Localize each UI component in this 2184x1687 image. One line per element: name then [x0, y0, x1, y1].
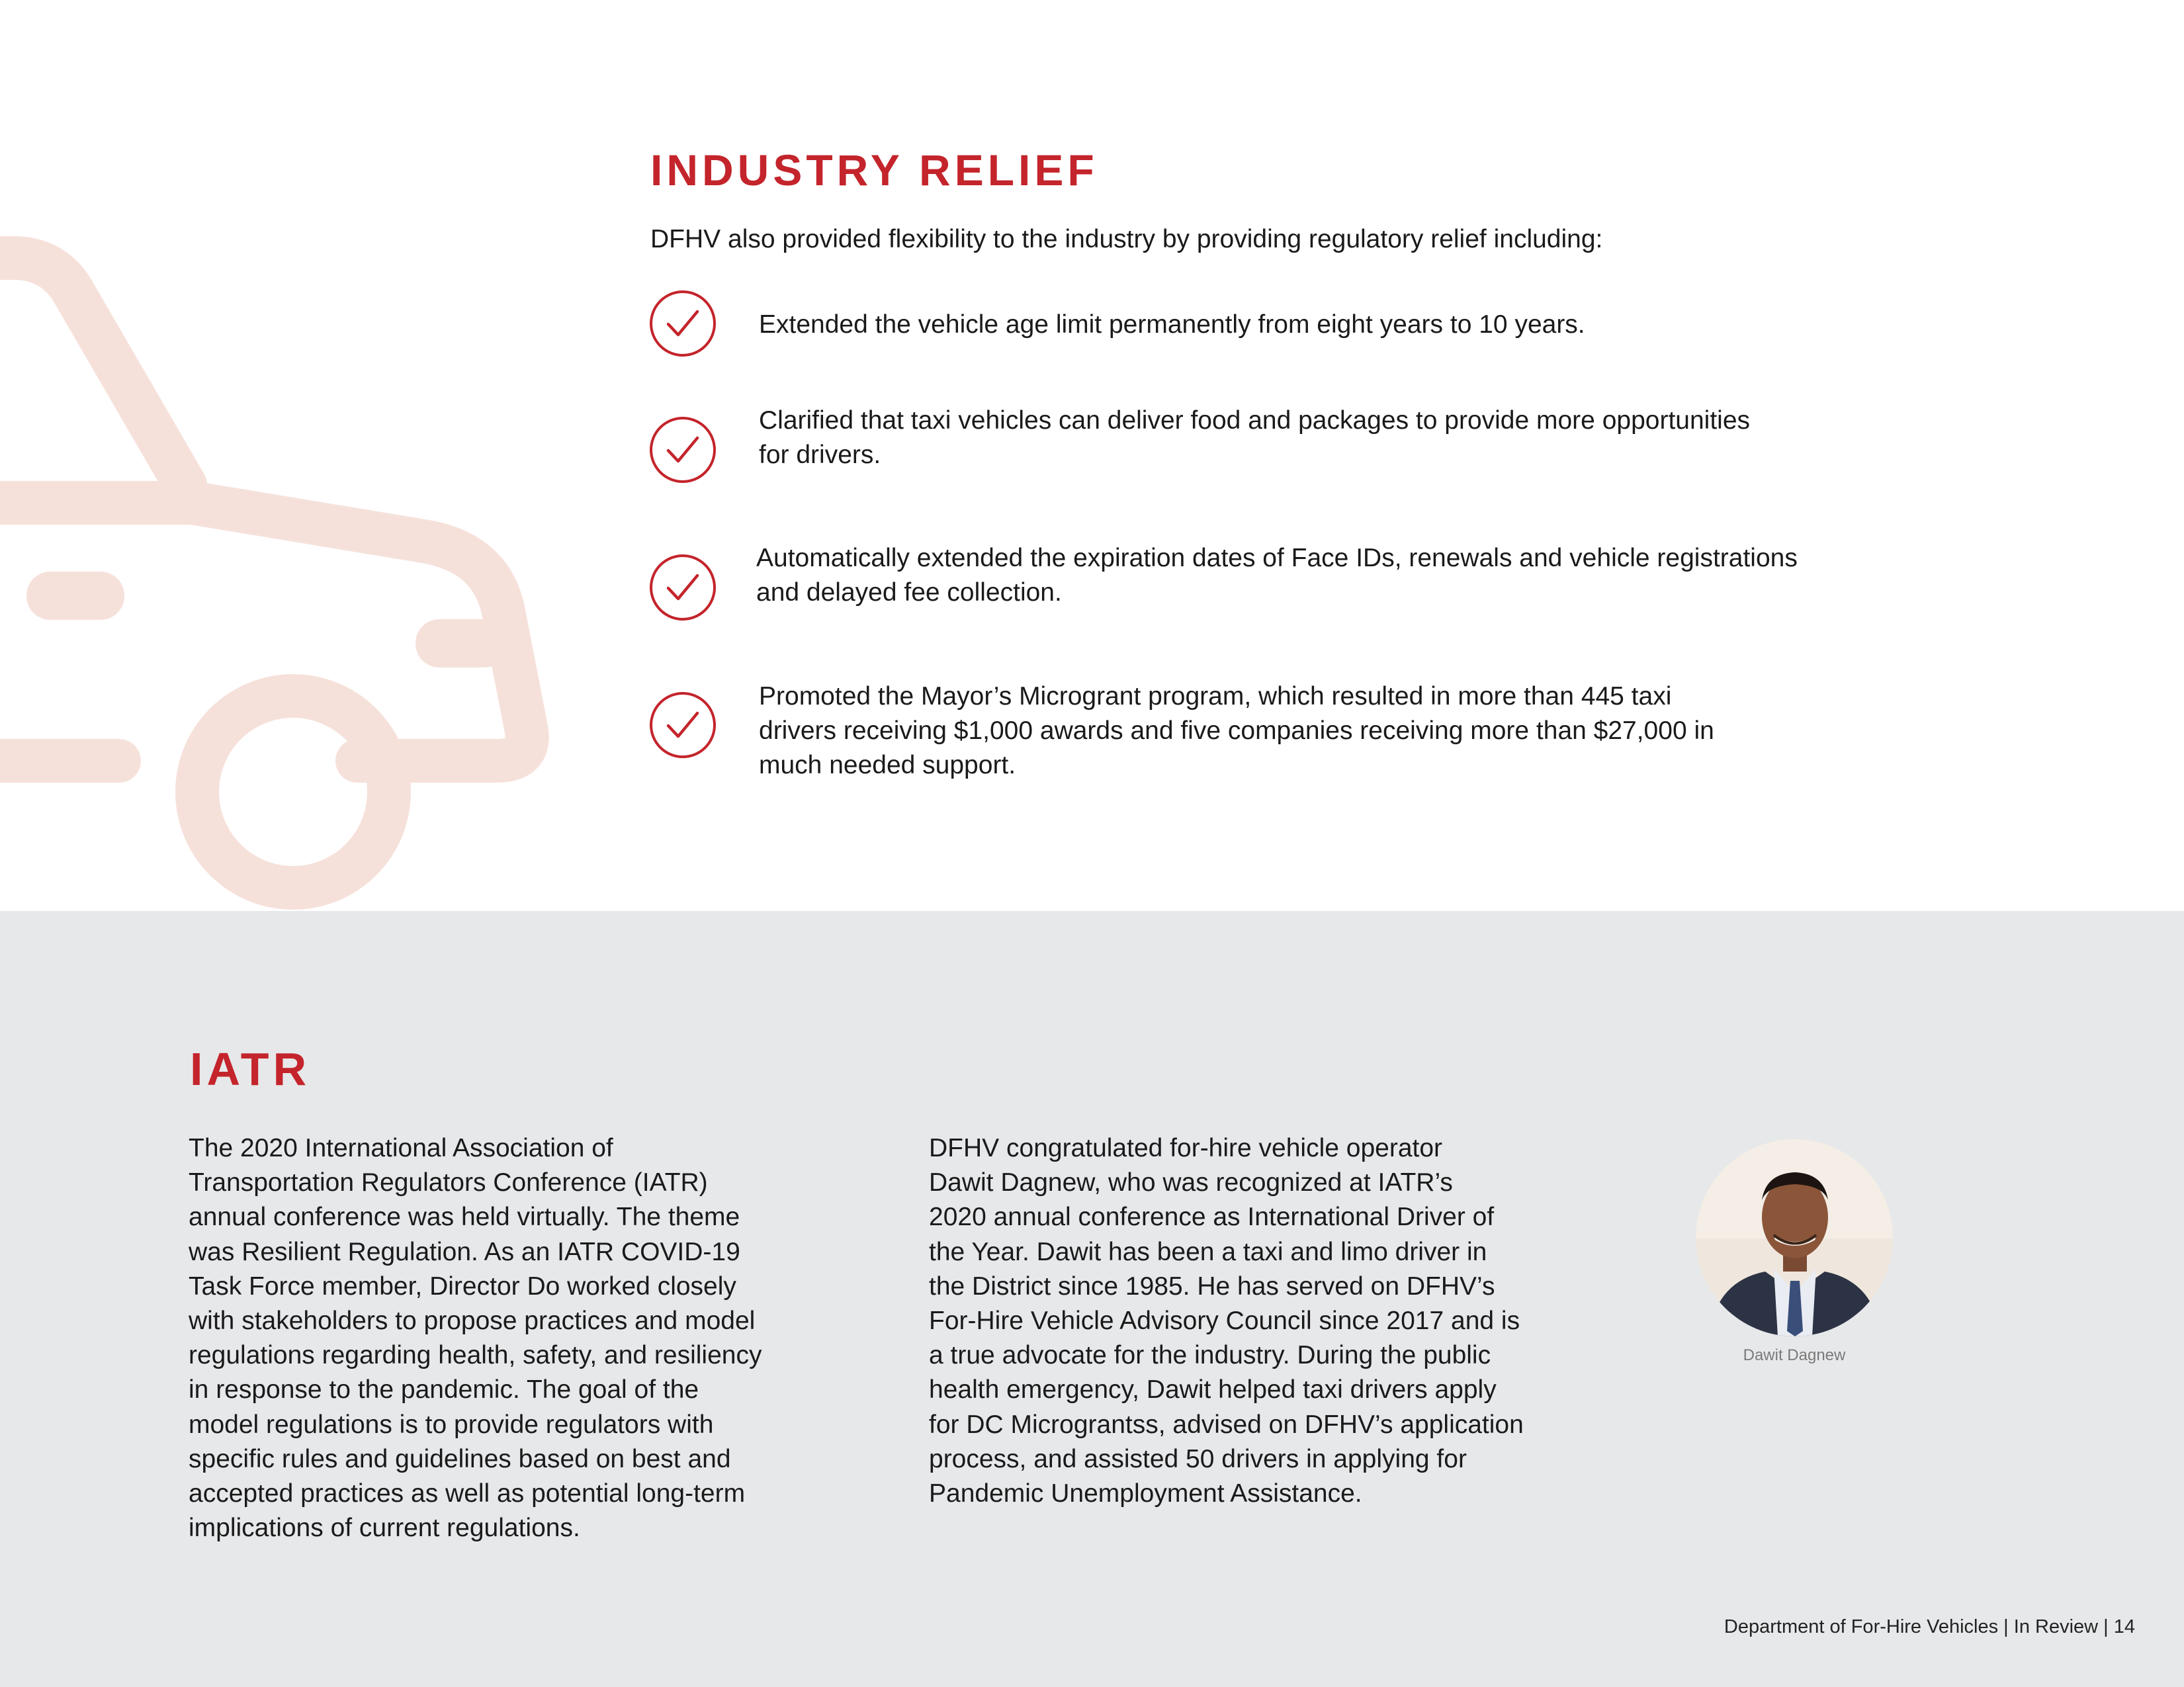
- industry-relief-heading: INDUSTRY RELIEF: [650, 146, 1098, 195]
- relief-item: [648, 406, 1972, 521]
- iatr-right-paragraph: DFHV congratulated for-hire vehicle operator Dawit Dagnew, who was recognized at IATR’s 2020 annual conference as International Driver of the Year. Dawit has been a taxi and limo driver in the District since 1985. He has served on DFHV’s For-Hire Vehicle Advisory Council since 2017 and is a true advocate for the industry. During the public health emergency, Dawit helped taxi drivers apply for DC Micrograntss, advised on DFHV’s application process, and assisted 50 drivers in applying for Pandemic Unemployment Assistance.: [929, 1134, 1524, 1508]
- photo-caption: Dawit Dagnew: [1743, 1346, 1846, 1364]
- relief-item-text: Automatically extended the expiration dates of Face IDs, renewals and vehicle registrations and delayed fee collection.: [756, 544, 1798, 607]
- iatr-heading: IATR: [190, 1043, 311, 1095]
- iatr-left-paragraph: The 2020 International Association of Transportation Regulators Conference (IATR) annual conference was held virtually. The theme was Resilient Regulation. As an IATR COVID-19 Task Force member, Director Do worked closely with stakeholders to propose practices and model regulations regarding health, safety, and resiliency in response to the pandemic. The goal of the model regulations is to provide regulators with specific rules and guidelines based on best and accepted practices as well as potential long-term implications of current regulations.: [189, 1134, 762, 1543]
- relief-item-text: Extended the vehicle age limit permanently from eight years to 10 years.: [759, 310, 1585, 339]
- check-circle-icon: [648, 553, 717, 622]
- relief-item: [648, 289, 1972, 395]
- page-footer: Department of For-Hire Vehicles | In Review | 14: [1724, 1616, 2135, 1637]
- industry-relief-intro: DFHV also provided flexibility to the industry by providing regulatory relief including:: [650, 225, 1603, 253]
- relief-item-text: Clarified that taxi vehicles can deliver food and packages to provide more opportunities for drivers.: [759, 406, 1751, 469]
- check-circle-icon: [648, 289, 717, 358]
- relief-item: [648, 682, 1972, 797]
- relief-item-text: Promoted the Mayor’s Microgrant program, which resulted in more than 445 taxi drivers receiving $1,000 awards and five companies receiving more than $27,000 in much needed support.: [759, 682, 1714, 779]
- check-circle-icon: [648, 415, 717, 484]
- dawit-dagnew-photo: [1696, 1139, 1893, 1336]
- relief-item: [648, 544, 1972, 659]
- car-illustration: [0, 0, 595, 911]
- check-circle-icon: [648, 691, 717, 759]
